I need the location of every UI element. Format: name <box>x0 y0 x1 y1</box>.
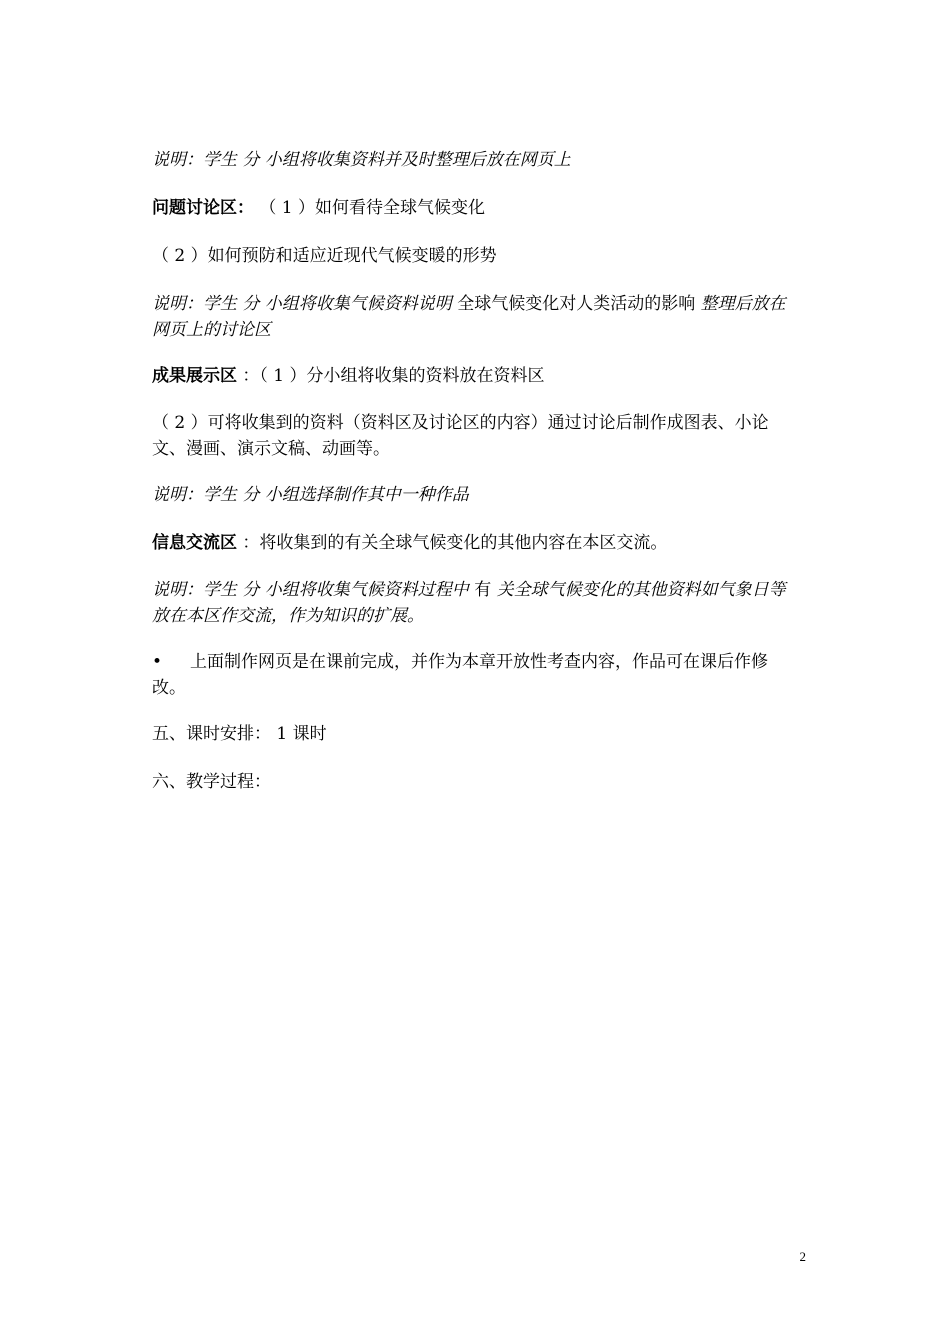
bullet-paragraph <box>152 649 800 701</box>
section-label: 问题讨论区： <box>152 198 254 218</box>
results-display-line <box>152 363 800 389</box>
question-item: （ 1 ）如何看待全球气候变化 <box>254 198 486 218</box>
note-text: 说明：学生 分 小组选择制作其中一种作品 <box>152 485 469 505</box>
question-discussion-line <box>152 195 800 221</box>
note-text: 关全球气候变化的其他资料如气象日等放在本区作交流，作为知识的扩展。 <box>152 580 786 626</box>
section-heading-6: 六、教学过程： <box>152 772 271 792</box>
note-paragraph <box>152 577 800 629</box>
bullet-symbol: • <box>152 652 163 672</box>
note-text: 说明：学生 分 小组将收集资料并及时整理后放在网页上 <box>152 150 571 170</box>
note-text: 整理后放在网页上的讨论区 <box>152 294 786 340</box>
note-paragraph <box>152 291 800 343</box>
info-exchange-line <box>152 530 800 556</box>
page-number: 2 <box>799 1249 806 1264</box>
note-text-plain: 有 <box>468 580 497 600</box>
results-item: ：（ 1 ）分小组将收集的资料放在资料区 <box>237 366 545 386</box>
results-item: （ 2 ）可将收集到的资料（资料区及讨论区的内容）通过讨论后制作成图表、小论文、漫画、演示文稿、动画等。 <box>152 413 769 459</box>
section-label: 成果展示区 <box>152 366 237 386</box>
section-label: 信息交流区 <box>152 533 237 553</box>
section-heading-5: 五、课时安排： 1 课时 <box>152 724 327 744</box>
info-text: ：将收集到的有关全球气候变化的其他内容在本区交流。 <box>237 533 668 553</box>
note-text: 说明：学生 分 小组将收集气候资料说明 <box>152 294 452 314</box>
note-text-plain: 全球气候变化对人类活动的影响 <box>451 294 701 314</box>
question-item: （ 2 ）如何预防和适应近现代气候变暖的形势 <box>152 246 497 266</box>
bullet-text: 上面制作网页是在课前完成，并作为本章开放性考查内容，作品可在课后作修改。 <box>152 652 768 698</box>
note-text: 说明：学生 分 小组将收集气候资料过程中 <box>152 580 469 600</box>
